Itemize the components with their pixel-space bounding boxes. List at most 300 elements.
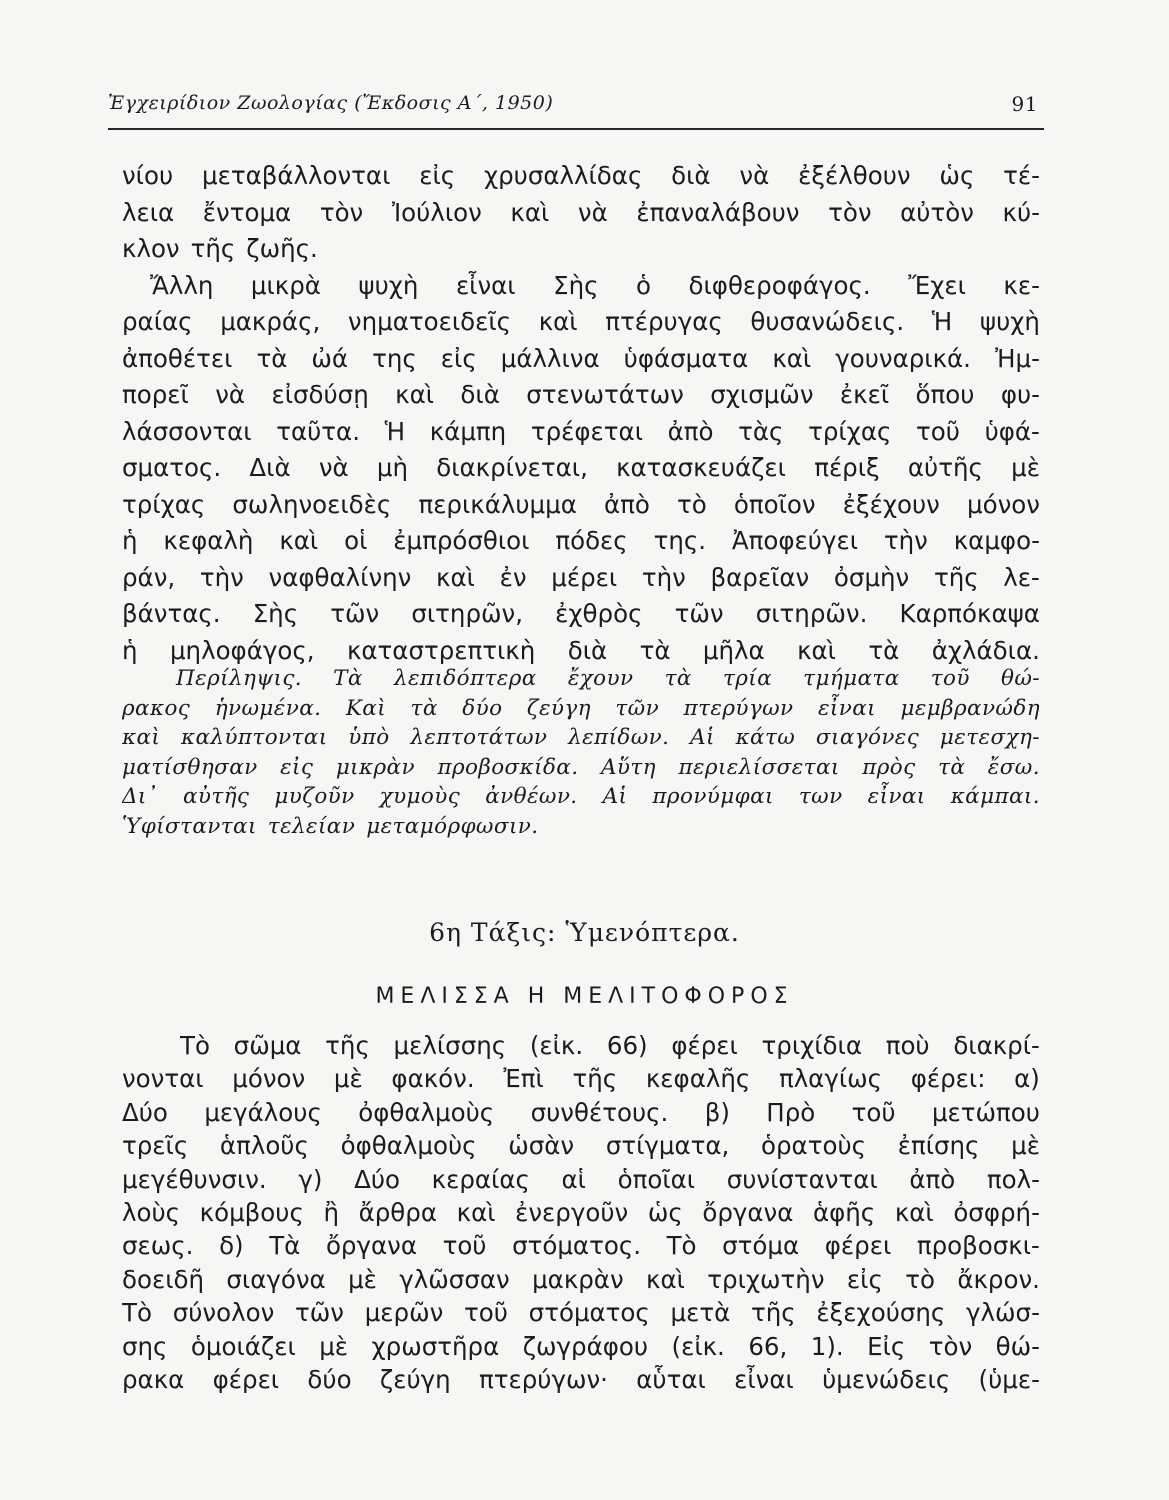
- word: τρίχας: [122, 489, 206, 519]
- word: ἐξεχούσης: [816, 1298, 946, 1328]
- word: λε-: [1003, 562, 1040, 592]
- word: μεγέθυνσιν.: [122, 1164, 267, 1194]
- word: τὴν: [883, 526, 928, 555]
- word: καλύπτονται: [180, 725, 328, 751]
- text-line: [122, 195, 1040, 232]
- word: Τὸ: [666, 1231, 697, 1261]
- word: ρακος: [122, 695, 191, 721]
- word: θώ-: [1000, 666, 1040, 691]
- word: τὰ: [639, 635, 671, 665]
- word: εἰς: [280, 754, 314, 780]
- word: ἐχθρὸς: [555, 599, 643, 628]
- word: καὶ: [772, 343, 812, 373]
- word: μεταμόρφωσιν.: [366, 813, 539, 839]
- word: προβοσκίδα.: [437, 754, 579, 780]
- word: εἰς: [419, 161, 456, 190]
- word: εἶναι: [867, 784, 926, 810]
- word: στίγματα,: [605, 1131, 730, 1161]
- word: νηματοειδεῖς: [347, 307, 512, 336]
- word: Πρὸ: [766, 1097, 816, 1127]
- word: τὰ: [256, 343, 288, 373]
- word: μετεσχη-: [939, 725, 1040, 751]
- word: πέριξ: [814, 453, 880, 482]
- word: μελίσσης: [393, 1031, 507, 1060]
- word: μικρὰ: [250, 270, 321, 300]
- word: κάμπη: [429, 416, 507, 446]
- word: μετώπου: [931, 1097, 1040, 1127]
- word: τοῦ: [916, 416, 960, 446]
- word: μὲ: [333, 1064, 363, 1094]
- word: κε-: [1003, 270, 1040, 300]
- word: φέρει:: [910, 1064, 986, 1094]
- word: ἡ: [122, 526, 138, 555]
- text-line: [122, 1163, 1040, 1196]
- word: σματος.: [122, 453, 222, 482]
- word: Αὕτη: [600, 754, 656, 780]
- text-line: [122, 596, 1040, 633]
- word: ὀφθαλμοὺς: [358, 1097, 495, 1127]
- word: καμφο-: [953, 526, 1040, 555]
- word: δ): [219, 1231, 244, 1261]
- word: αὐτῆς: [907, 453, 983, 482]
- word: δοειδῆ: [122, 1264, 205, 1294]
- word: λεπιδόπτερα: [393, 666, 537, 691]
- word: πτερύγων·: [478, 1364, 608, 1394]
- word: ὡς: [939, 161, 975, 190]
- word: τὰ: [410, 695, 438, 721]
- word: ἔχουν: [567, 666, 634, 691]
- word: διακρίνεται,: [436, 453, 588, 482]
- word: νονται: [122, 1064, 204, 1094]
- word: τῆς: [751, 1298, 796, 1328]
- word: δύο: [307, 1364, 352, 1394]
- text-line: [122, 341, 1040, 378]
- word: εἰς: [846, 1264, 883, 1294]
- word: μακράς,: [220, 307, 321, 336]
- word: νὰ: [739, 161, 770, 190]
- word: μόνον: [967, 489, 1040, 519]
- word: ἡ: [122, 635, 138, 665]
- word: ὁποῖαι: [617, 1164, 696, 1194]
- text-line: [122, 1330, 1040, 1363]
- word: προνύμφαι: [652, 784, 774, 810]
- word: πτέρυγας: [605, 307, 723, 336]
- word: ἐκεῖ: [839, 380, 890, 409]
- word: λεια: [122, 197, 175, 227]
- word: τριχίδια: [761, 1031, 862, 1060]
- word: (εἰκ.: [671, 1331, 725, 1361]
- word: θυσανώδεις.: [750, 307, 905, 336]
- word: καὶ: [395, 380, 435, 409]
- word: μῆλα: [702, 635, 765, 665]
- word: ρακα: [122, 1364, 185, 1394]
- word: πόδες: [555, 526, 628, 555]
- word: τρέφεται: [530, 416, 643, 446]
- word: μερῶν: [364, 1298, 444, 1328]
- word: συνθέτους.: [530, 1097, 669, 1127]
- word: τὰ: [868, 635, 900, 665]
- word: διακρί-: [953, 1031, 1040, 1060]
- word: ὀσμὴν: [833, 562, 910, 592]
- word: εἰσδύσῃ: [271, 380, 369, 409]
- word: κλον: [122, 234, 180, 263]
- word: νίου: [122, 161, 174, 190]
- page-number: 91: [1011, 92, 1038, 116]
- summary-line: [122, 782, 1040, 812]
- word: τὸ: [905, 1264, 935, 1294]
- word: τῶν: [615, 695, 660, 721]
- word: τῆς: [325, 1031, 370, 1060]
- word: ναφθαλίνην: [268, 562, 412, 592]
- word: γλώσ-: [966, 1298, 1040, 1328]
- word: μηλοφάγος,: [169, 635, 315, 665]
- word: Τὸ: [122, 1298, 152, 1328]
- word: Περίληψις.: [176, 666, 303, 691]
- word: Αἱ: [690, 725, 715, 751]
- word: ὁρατοὺς: [761, 1131, 867, 1161]
- word: ψυχὴ: [358, 270, 419, 300]
- word: τῶν: [674, 599, 724, 628]
- word: τμήματα: [803, 666, 900, 691]
- word: αὗται: [636, 1364, 706, 1394]
- word: Εἰς: [867, 1331, 906, 1361]
- word: ὁ: [636, 270, 651, 300]
- word: τέ-: [1003, 161, 1040, 190]
- word: ἀπὸ: [909, 1164, 956, 1194]
- word: διὰ: [567, 635, 608, 665]
- word: τὸν: [928, 1331, 973, 1361]
- word: μὲ: [1011, 453, 1040, 482]
- summary-block: [122, 664, 1040, 842]
- word: τοῦ: [464, 1298, 508, 1328]
- word: λοὺς: [122, 1197, 181, 1227]
- word: 66): [606, 1031, 648, 1060]
- word: Καὶ: [345, 695, 387, 721]
- text-line: [122, 1229, 1040, 1262]
- word: στενωτάτων: [526, 380, 684, 409]
- word: μάλλινα: [500, 343, 600, 373]
- text-line: [122, 1029, 1040, 1062]
- word: ὑπὸ: [348, 725, 390, 751]
- word: καὶ: [894, 1197, 934, 1227]
- section-title: 6η Τάξις: Ὑμενόπτερα.: [429, 918, 740, 947]
- word: ὡς: [647, 1197, 683, 1227]
- word: Ἡ: [384, 416, 406, 446]
- word: βαρεῖαν: [710, 562, 810, 592]
- word: α): [1014, 1064, 1040, 1094]
- word: ὀσφρή-: [953, 1197, 1040, 1227]
- word: ὑφά-: [984, 416, 1040, 446]
- word: καταστρεπτικὴ: [346, 635, 536, 665]
- word: κατασκευάζει: [616, 453, 786, 482]
- word: ραίας: [122, 307, 193, 336]
- word: Δύο: [354, 1164, 400, 1194]
- word: Ἡ: [931, 307, 953, 336]
- word: ὄργανα: [702, 1197, 794, 1227]
- word: κεραίας: [431, 1164, 530, 1194]
- word: β): [704, 1097, 730, 1127]
- word: ὄργανα: [325, 1231, 417, 1261]
- word: μετὰ: [670, 1298, 731, 1328]
- word: ἀχλάδια.: [931, 635, 1040, 665]
- text-line: [122, 560, 1040, 597]
- word: πρὸς: [862, 754, 916, 780]
- word: τοῦ: [930, 666, 970, 691]
- word: ἐν: [499, 562, 527, 592]
- text-line: [122, 1363, 1040, 1396]
- word: ἔσω.: [987, 754, 1040, 780]
- word: ὀφθαλμοὺς: [340, 1131, 477, 1161]
- word: ἐπαναλάβουν: [636, 197, 800, 227]
- word: σης: [122, 1331, 168, 1361]
- word: ζεύγη: [526, 695, 591, 721]
- word: τὸ: [677, 489, 707, 519]
- word: κεφαλῆς: [645, 1064, 751, 1094]
- word: τριχωτὴν: [707, 1264, 825, 1294]
- word: σχισμῶν: [710, 380, 814, 409]
- text-line: [122, 1129, 1040, 1162]
- word: ζεύγη: [379, 1364, 451, 1394]
- word: πορεῖ: [122, 380, 189, 409]
- word: νὰ: [215, 380, 246, 409]
- word: αὐτῆς: [182, 784, 250, 810]
- word: μακρὰν: [532, 1264, 624, 1294]
- word: Ἄλλη: [150, 270, 214, 300]
- word: ὁμοιάζει: [190, 1331, 296, 1361]
- word: μεμβρανώδη: [900, 695, 1040, 721]
- word: θώ-: [995, 1331, 1040, 1361]
- word: τῶν: [330, 599, 380, 628]
- word: εἶναι: [455, 270, 516, 300]
- word: βάντας.: [122, 599, 221, 628]
- word: πολ-: [986, 1164, 1040, 1194]
- summary-line: [122, 694, 1040, 724]
- word: ὑμενώδεις: [822, 1364, 951, 1394]
- word: γ): [298, 1164, 323, 1194]
- text-line: [122, 414, 1040, 451]
- word: τὰς: [738, 416, 784, 446]
- word: ἔντομα: [202, 197, 292, 227]
- word: ἀπὸ: [604, 489, 650, 519]
- summary-line: [122, 723, 1040, 753]
- word: Ἠμ-: [995, 343, 1040, 373]
- word: ἀπὸ: [667, 416, 714, 446]
- summary-line: [122, 812, 1040, 842]
- word: στόματος.: [512, 1231, 641, 1261]
- word: κάτω: [735, 725, 796, 751]
- word: ἀνθέων.: [485, 784, 578, 810]
- word: χρωστῆρα: [371, 1331, 500, 1361]
- word: μὴ: [376, 453, 409, 482]
- word: τὰ: [664, 666, 692, 691]
- word: κύ-: [1002, 197, 1040, 227]
- word: φέρει: [671, 1031, 738, 1060]
- word: ζωῆς.: [246, 234, 318, 263]
- word: ἄρθρα: [358, 1197, 438, 1227]
- word: Σὴς: [252, 599, 299, 628]
- text-line: [122, 158, 1040, 195]
- word: ὅπου: [915, 380, 975, 409]
- text-line: [122, 268, 1040, 305]
- word: ἐξέλθουν: [798, 161, 911, 190]
- word: γουναρικά.: [835, 343, 971, 373]
- word: προβοσκι-: [916, 1231, 1040, 1261]
- word: σύνολον: [172, 1298, 275, 1328]
- word: καὶ: [122, 725, 161, 751]
- word: οἱ: [344, 526, 368, 555]
- word: τρία: [722, 666, 773, 691]
- word: μὲ: [319, 1331, 349, 1361]
- word: ἄκρον.: [957, 1264, 1040, 1294]
- word: φακόν.: [391, 1064, 475, 1094]
- word: ὠά: [311, 343, 349, 373]
- word: Ὑφίστανται: [122, 813, 257, 839]
- word: λεπτοτάτων: [410, 725, 548, 751]
- word: καὶ: [797, 635, 836, 665]
- word: τελείαν: [267, 813, 356, 839]
- word: τὴν: [641, 562, 686, 592]
- bee-text: [122, 1029, 1040, 1396]
- word: διὰ: [460, 380, 500, 409]
- word: Τὰ: [269, 1231, 301, 1261]
- word: λεπίδων.: [568, 725, 670, 751]
- word: μικρὰν: [335, 754, 415, 780]
- word: διὰ: [671, 161, 711, 190]
- word: Ἔχει: [908, 270, 966, 300]
- word: κάμπαι.: [950, 784, 1040, 810]
- word: χρυσαλλίδας: [483, 161, 643, 190]
- word: μέρει: [551, 562, 618, 592]
- word: ἡνωμένα.: [214, 695, 322, 721]
- word: ἐξέχουν: [842, 489, 940, 519]
- word: συνίστανται: [726, 1164, 878, 1194]
- text-line: [122, 304, 1040, 341]
- text-line: [122, 487, 1040, 524]
- word: αἱ: [561, 1164, 586, 1194]
- word: σιαγόνα: [226, 1264, 326, 1294]
- word: ὁποῖον: [733, 489, 816, 519]
- word: τὴν: [199, 562, 244, 592]
- running-header: [108, 92, 1044, 130]
- word: λάσσονται: [122, 416, 252, 446]
- word: περιελίσσεται: [678, 754, 840, 780]
- word: των: [798, 784, 843, 810]
- word: (εἰκ.: [529, 1031, 584, 1060]
- text-line: [122, 1263, 1040, 1296]
- word: σωληνοειδὲς: [232, 489, 392, 519]
- word: ψυχὴ: [979, 307, 1040, 336]
- subsection-title: ΜΕΛΙΣΣΑ Η ΜΕΛΙΤΟΦΟΡΟΣ: [375, 984, 794, 1009]
- word: τὸν: [319, 197, 364, 227]
- word: καὶ: [646, 1264, 685, 1294]
- word: ἐμπρόσθιοι: [393, 526, 530, 555]
- header-title: Ἐγχειρίδιον Ζωολογίας (Ἔκδοσις Α΄, 1950): [108, 92, 554, 114]
- word: τρεῖς: [122, 1131, 189, 1161]
- word: της: [372, 343, 417, 373]
- word: Ἰούλιον: [391, 197, 482, 227]
- word: εἶναι: [734, 1364, 794, 1394]
- word: πτερύγων: [683, 695, 794, 721]
- word: ἐνεργοῦν: [515, 1197, 629, 1227]
- word: περικάλυμμα: [418, 489, 577, 519]
- main-text: [122, 158, 1040, 669]
- text-line: [122, 1196, 1040, 1229]
- word: γλῶσσαν: [399, 1264, 510, 1294]
- word: καὶ: [279, 526, 319, 555]
- word: δύο: [462, 695, 503, 721]
- word: Δύο: [122, 1097, 168, 1127]
- text-line: [122, 450, 1040, 487]
- word: τὰ: [938, 754, 966, 780]
- word: της.: [653, 526, 707, 555]
- word: σιτηρῶν,: [411, 599, 523, 628]
- word: Τὸ: [180, 1031, 210, 1060]
- word: ἁπλοῦς: [219, 1131, 309, 1161]
- word: 1).: [810, 1331, 844, 1361]
- word: εἶναι: [818, 695, 876, 721]
- word: τοῦ: [442, 1231, 487, 1261]
- word: κεφαλὴ: [163, 526, 254, 555]
- word: ζωγράφου: [522, 1331, 649, 1361]
- word: ταῦτα.: [276, 416, 360, 446]
- word: Ἐπὶ: [503, 1064, 544, 1094]
- text-line: [122, 523, 1040, 560]
- word: 66,: [748, 1331, 788, 1361]
- word: εἰς: [440, 343, 477, 373]
- word: χυμοὺς: [379, 784, 461, 810]
- word: Ἀποφεύγει: [731, 526, 859, 555]
- word: νὰ: [318, 453, 349, 482]
- word: καὶ: [436, 562, 475, 592]
- word: ράν,: [122, 562, 176, 592]
- word: μεγάλους: [204, 1097, 322, 1127]
- text-line: [122, 377, 1040, 414]
- word: Καρπόκαψα: [899, 599, 1040, 628]
- word: καὶ: [510, 197, 550, 227]
- word: ἢ: [323, 1197, 339, 1227]
- text-line: [122, 1296, 1040, 1329]
- word: ποὺ: [885, 1031, 930, 1060]
- word: πλαγίως: [778, 1064, 883, 1094]
- word: ἀποθέτει: [122, 343, 233, 373]
- word: διφθεροφάγος.: [688, 270, 871, 300]
- word: φέρει: [824, 1231, 892, 1261]
- word: Τὰ: [333, 666, 363, 691]
- word: ὡσὰν: [508, 1131, 575, 1161]
- word: τῆς: [190, 234, 236, 263]
- word: καὶ: [538, 307, 578, 336]
- word: στόμα: [722, 1231, 800, 1261]
- word: στόματος: [528, 1298, 650, 1328]
- word: Αἱ: [602, 784, 628, 810]
- word: Σὴς: [553, 270, 599, 300]
- word: τὸν: [828, 197, 872, 227]
- word: μεταβάλλονται: [201, 161, 391, 190]
- word: Δι᾽: [122, 784, 158, 810]
- word: τρίχας: [808, 416, 892, 446]
- word: Διὰ: [249, 453, 291, 482]
- word: τῶν: [295, 1298, 344, 1328]
- word: ὑφάσματα: [623, 343, 749, 373]
- word: μυζοῦν: [274, 784, 355, 810]
- text-line: [122, 1096, 1040, 1129]
- word: (ὑμε-: [978, 1364, 1040, 1394]
- word: μὲ: [348, 1264, 377, 1294]
- word: ματίσθησαν: [122, 754, 258, 780]
- word: νὰ: [577, 197, 608, 227]
- word: κόμβους: [199, 1197, 304, 1227]
- word: φυ-: [1000, 380, 1040, 409]
